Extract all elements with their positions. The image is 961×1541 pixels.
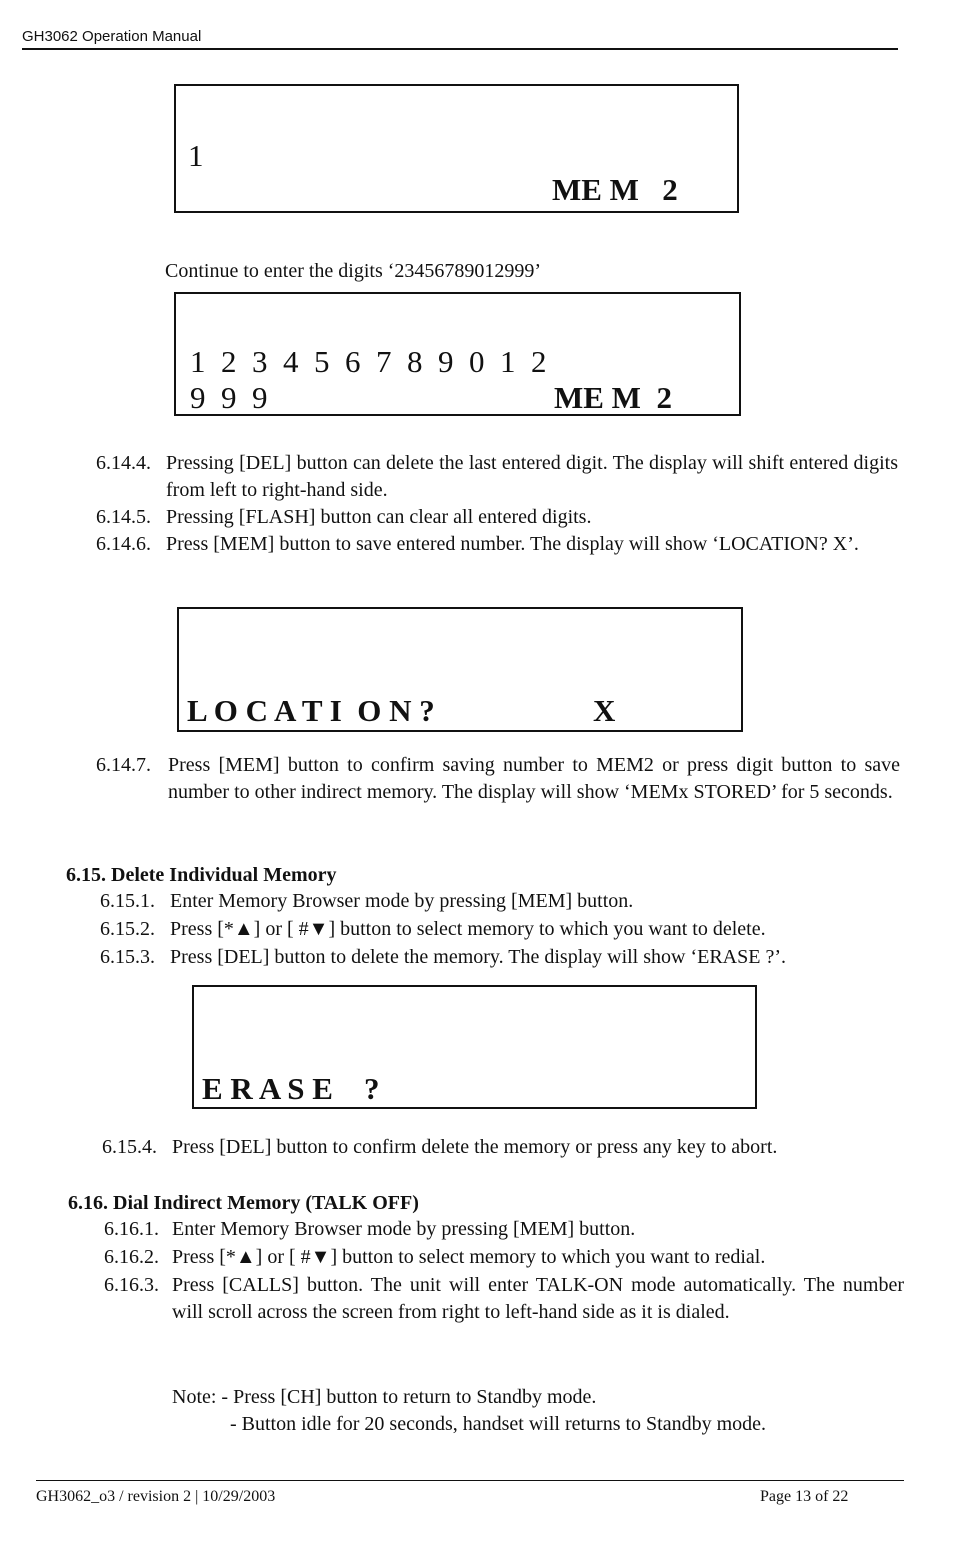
list-item [102,1134,892,1161]
lcd-digits-line-1: 1 2 3 4 5 6 7 8 9 0 1 2 [190,344,547,379]
item-text: Press [*▲] or [ #▼] button to select memory to which you want to redial. [172,1246,766,1268]
list-item [100,888,890,915]
footer-doc-info: GH3062_o3 / revision 2 | 10/29/2003 [36,1488,276,1505]
item-text: Press [CALLS] button. The unit will enter TALK-ON mode automatically. The number will scroll across the screen from right to left-hand side as it is dialed. [172,1274,904,1323]
note-line-2: - Button idle for 20 seconds, handset will returns to Standby mode. [230,1413,767,1435]
lcd-display-erase [192,985,757,1109]
item-number: 6.15.2. [100,918,155,940]
list-item [96,752,900,833]
footer-divider [36,1480,904,1481]
section-heading: 6.16. Dial Indirect Memory (TALK OFF) [68,1192,419,1214]
lcd-location-text: L O C A T I O N ? [187,693,435,728]
item-number: 6.14.5. [96,506,151,528]
item-text: Enter Memory Browser mode by pressing [MEM] button. [172,1218,636,1240]
list-item [96,450,898,504]
item-text: Press [MEM] button to confirm saving number to MEM2 or press digit button to save number to other indirect memory. The display will show ‘MEMx STORED’ for 5 seconds. [168,754,900,803]
lcd-display-digits [174,292,741,416]
item-text: Press [DEL] button to confirm delete the memory or press any key to abort. [172,1136,778,1158]
list-item [104,1272,904,1353]
list-item [100,916,890,943]
item-text: Press [MEM] button to save entered number. The display will show ‘LOCATION? X’. [166,533,859,555]
item-number: 6.16.1. [104,1218,159,1240]
item-number: 6.14.4. [96,452,151,474]
list-item [96,531,898,585]
item-number: 6.16.2. [104,1246,159,1268]
note-line-1: Note: - Press [CH] button to return to Standby mode. [172,1386,597,1408]
lcd-display-mem2 [174,84,739,213]
item-text: Enter Memory Browser mode by pressing [MEM] button. [170,890,634,912]
lcd-display-location [177,607,743,732]
list-item [100,944,890,971]
lcd-location-x: X [593,693,616,728]
item-number: 6.15.3. [100,946,155,968]
lcd-digits-mem: ME M 2 [554,380,672,415]
lcd-erase-text: E R A S E ? [202,1071,380,1106]
item-number: 6.14.7. [96,754,151,776]
list-item [96,504,898,531]
item-number: 6.15.1. [100,890,155,912]
item-text: Press [*▲] or [ #▼] button to select memory to which you want to delete. [170,918,766,940]
lcd-digits-line-2: 9 9 9 [190,380,268,415]
item-number: 6.15.4. [102,1136,157,1158]
list-item [104,1216,904,1243]
item-number: 6.16.3. [104,1274,159,1296]
page-header [22,28,898,50]
continue-text: Continue to enter the digits ‘23456789012999’ [165,260,542,282]
item-text: Pressing [DEL] button can delete the last entered digit. The display will shift entered digits from left to right-hand side. [166,452,898,501]
lcd-line-2: ME M 2 [552,172,678,207]
item-text: Press [DEL] button to delete the memory. The display will show ‘ERASE ?’. [170,946,787,968]
list-item [104,1244,904,1271]
footer-page-number: Page 13 of 22 [760,1488,849,1505]
lcd-line-1: 1 [188,138,204,173]
section-heading: 6.15. Delete Individual Memory [66,864,337,886]
header-title: GH3062 Operation Manual [22,28,202,45]
item-text: Pressing [FLASH] button can clear all entered digits. [166,506,592,528]
item-number: 6.14.6. [96,533,151,555]
